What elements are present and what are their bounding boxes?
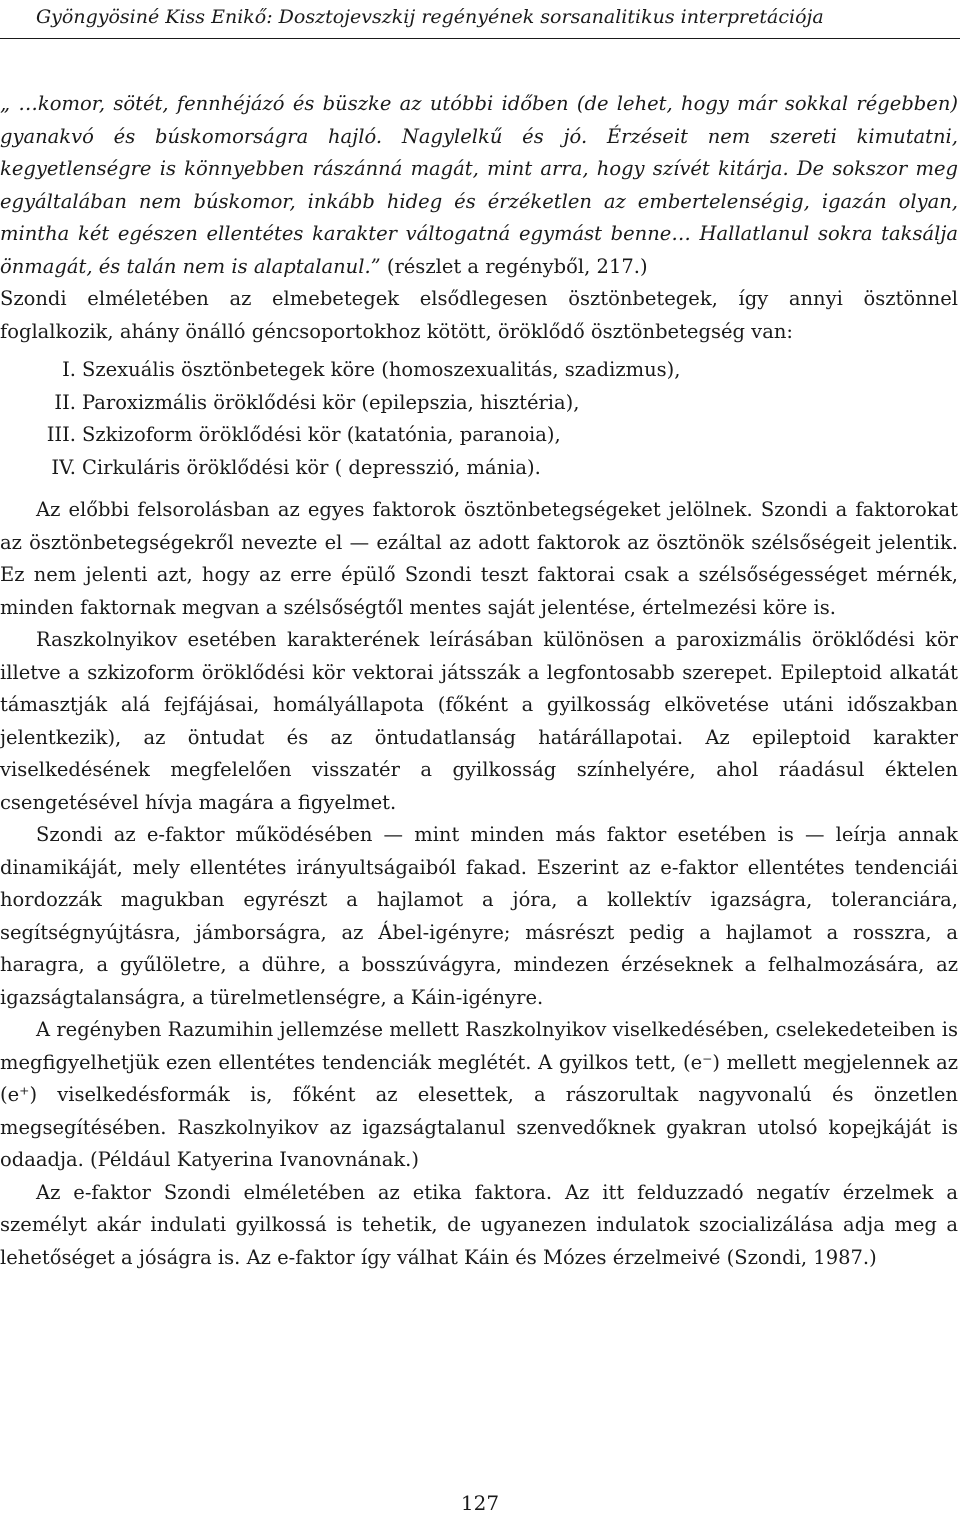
list-item-number: II. bbox=[54, 390, 76, 414]
paragraph: Az előbbi felsorolásban az egyes faktorok ösztönbetegségeket jelölnek. Szondi a faktorokat az ösztönbetegségekről nevezte el — ezáltal az adott faktorok az ösztönök szélsőségeit jelentik. Ez nem jelenti azt, hogy az erre épülő Szondi teszt faktorai csak a szélsőségességet mérnék, minden faktornak megvan a szélsőségtől mentes saját jelentése, értelmezési köre is. bbox=[0, 498, 958, 619]
list-item-text: Szexuális ösztönbetegek köre (homoszexualitás, szadizmus), bbox=[82, 358, 681, 381]
list-item-number: III. bbox=[46, 423, 76, 446]
intro-paragraph: Szondi elméletében az elmebetegek elsődlegesen ösztönbetegek, így annyi ösztönnel foglalkozik, ahány önálló géncsoportokhoz kötött, öröklődő ösztönbetegség van: bbox=[0, 287, 958, 343]
list-item bbox=[0, 452, 958, 485]
quote-source: (részlet a regényből, 217.) bbox=[380, 254, 648, 278]
list-item bbox=[0, 419, 958, 452]
header-rule bbox=[0, 38, 960, 39]
list-item-text: Szkizoform öröklődési kör (katatónia, paranoia), bbox=[82, 423, 561, 446]
heredity-circle-list bbox=[0, 354, 958, 484]
paragraph: Az e-faktor Szondi elméletében az etika faktora. Az itt felduzzadó negatív érzelmek a személyt akár indulati gyilkossá is tehetik, de ugyanezen indulatok szocializálása adja meg a lehetőséget a jóságra is. Az e-faktor így válhat Káin és Mózes érzelmeivé (Szondi, 1987.) bbox=[0, 1180, 958, 1269]
list-item-number: I. bbox=[62, 358, 76, 381]
list-item-text: Cirkuláris öröklődési kör ( depresszió, mánia). bbox=[82, 455, 541, 479]
list-item-text: Paroxizmális öröklődési kör (epilepszia, hisztéria), bbox=[82, 390, 580, 414]
list-item-number: IV. bbox=[51, 455, 76, 479]
running-header: Gyöngyösiné Kiss Enikő: Dosztojevszkij regényének sorsanalitikus interpretációja bbox=[36, 6, 824, 28]
novel-quote bbox=[0, 88, 958, 283]
quote-text: „ …komor, sötét, fennhéjázó és büszke az utóbbi időben (de lehet, hogy már sokkal régebben) gyanakvó és búskomorságra hajló. Nagylelkű és jó. Érzéseit nem szereti kimutatni, kegyetlenségre is könnyebben rászánná magát, mint arra, hogy szívét kitárja. De sokszor meg egyáltalában nem búskomor, inkább hideg és érzéketlen az embertelenségig, igazán olyan, mintha két egészen ellentétes karakter váltogatná egymást benne… Hallatlanul sokra taksálja önmagát, és talán nem is alaptalanul.” bbox=[0, 92, 958, 278]
paragraph: A regényben Razumihin jellemzése mellett Raszkolnyikov viselkedésében, cselekedeteiben is megfigyelhetjük ezen ellentétes tendenciák meglétét. A gyilkos tett, (e⁻) mellett megjelennek az (e⁺) viselkedésformák is, főként az elesettek, a rászorultak nagyvonalú és önzetlen megsegítésében. Raszkolnyikov az igazságtalanul szenvedőknek gyakran utolsó kopejkáját is odaadja. (Például Katyerina Ivanovnának.) bbox=[0, 1018, 958, 1171]
page-body bbox=[0, 88, 958, 1274]
list-item bbox=[0, 354, 958, 387]
paragraph: Szondi az e-faktor működésében — mint minden más faktor esetében is — leírja annak dinamikáját, mely ellentétes irányultságaiból fakad. Eszerint az e-faktor ellentétes tendenciái hordozzák magukban egyrészt a hajlamot a jóra, a kollektív igazságra, toleranciára, segítségnyújtásra, jámborságra, az Ábel-igényre; másrészt pedig a hajlamot a rosszra, a haragra, a gyűlöletre, a dühre, a bosszúvágyra, mindezen érzéseknek a felhalmozására, az igazságtalanságra, a türelmetlenségre, a Káin-igényre. bbox=[0, 823, 958, 1009]
paragraph: Raszkolnyikov esetében karakterének leírásában különösen a paroxizmális öröklődési kör illetve a szkizoform öröklődési kör vektorai játsszák a legfontosabb szerepet. Epileptoid alkatát támasztják alá fejfájásai, homályállapota (főként a gyilkosság elkövetése utáni időszakban jelentkezik), az öntudat és az öntudatlanság határállapotai. Az epileptoid karakter viselkedésének megfelelően visszatér a gyilkosság színhelyére, ahol ráadásul éktelen csengetésével hívja magára a figyelmet. bbox=[0, 628, 958, 814]
list-item bbox=[0, 387, 958, 420]
page-number: 127 bbox=[460, 1491, 500, 1515]
